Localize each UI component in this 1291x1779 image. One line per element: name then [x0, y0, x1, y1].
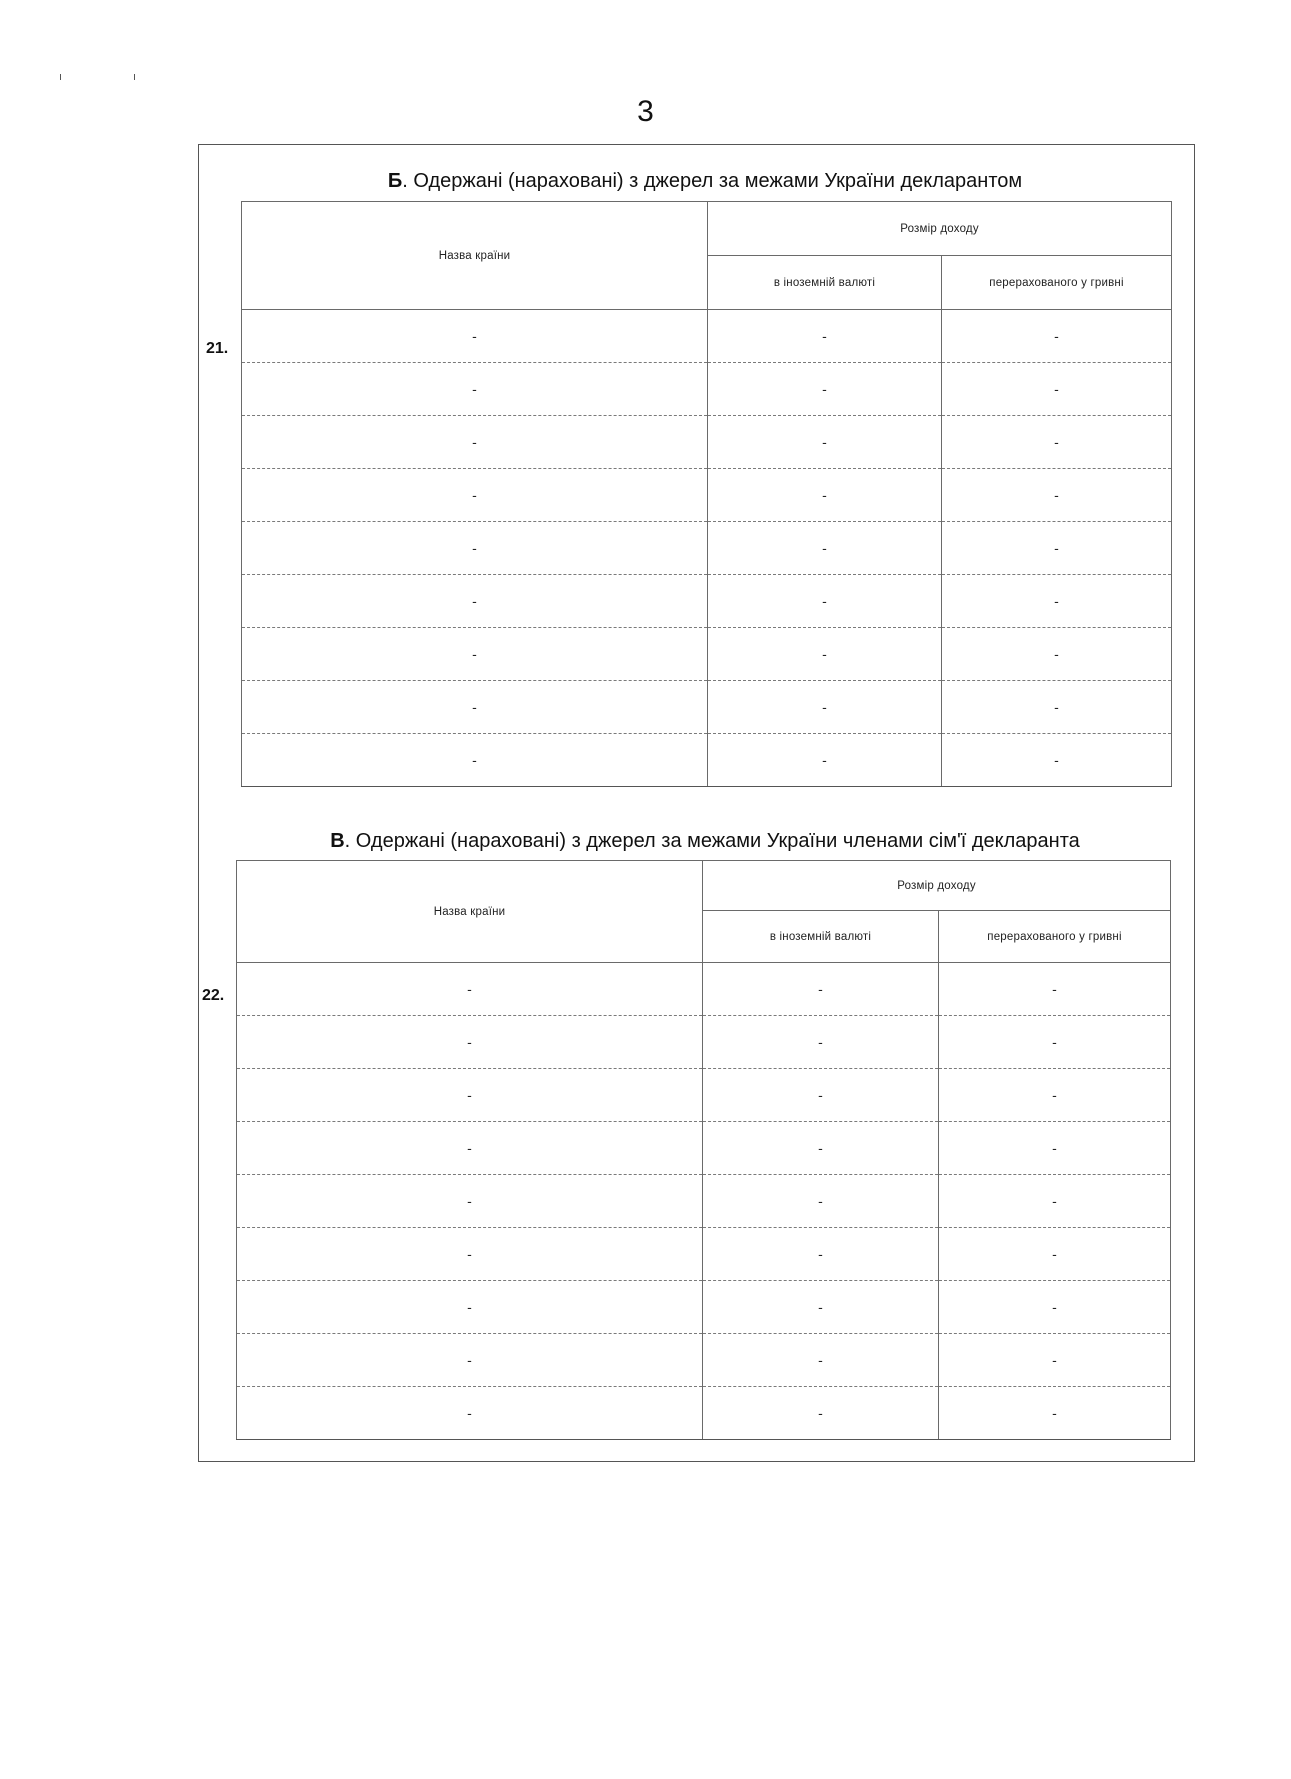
- cell-country: -: [237, 1175, 703, 1228]
- cell-uah: -: [939, 1334, 1171, 1387]
- section-b-title: [240, 170, 1170, 193]
- cell-foreign-currency: -: [708, 363, 942, 416]
- cell-foreign-currency: -: [708, 522, 942, 575]
- cell-foreign-currency: -: [703, 1228, 939, 1281]
- cell-uah: -: [939, 1281, 1171, 1334]
- table-row: [237, 963, 1171, 1016]
- cell-foreign-currency: -: [708, 416, 942, 469]
- table-row: [242, 522, 1172, 575]
- header-uah: перерахованого у гривні: [939, 911, 1171, 963]
- cell-foreign-currency: -: [703, 1016, 939, 1069]
- table-row: [237, 1281, 1171, 1334]
- cell-country: -: [242, 734, 708, 787]
- table-row: [242, 416, 1172, 469]
- cell-country: -: [242, 416, 708, 469]
- cell-country: -: [237, 1069, 703, 1122]
- cell-uah: -: [939, 1069, 1171, 1122]
- cell-country: -: [242, 575, 708, 628]
- table-row: [242, 628, 1172, 681]
- cell-uah: -: [942, 628, 1172, 681]
- cell-country: -: [242, 522, 708, 575]
- cell-country: -: [242, 628, 708, 681]
- section-b-table: [241, 201, 1172, 787]
- cell-country: -: [242, 363, 708, 416]
- cell-foreign-currency: -: [703, 1334, 939, 1387]
- header-foreign-currency: в іноземній валюті: [708, 256, 942, 310]
- cell-foreign-currency: -: [703, 1387, 939, 1440]
- cell-foreign-currency: -: [708, 681, 942, 734]
- table-row: [242, 575, 1172, 628]
- cell-foreign-currency: -: [703, 1069, 939, 1122]
- cell-foreign-currency: -: [708, 734, 942, 787]
- cell-uah: -: [942, 734, 1172, 787]
- table-row: [237, 1387, 1171, 1440]
- page-number: 3: [637, 95, 654, 128]
- cell-foreign-currency: -: [708, 628, 942, 681]
- cell-uah: -: [942, 681, 1172, 734]
- table-row: [242, 681, 1172, 734]
- cell-country: -: [242, 469, 708, 522]
- section-v-title-text: . Одержані (нараховані) з джерел за межами України членами сім'ї декларанта: [344, 830, 1080, 852]
- cell-uah: -: [942, 522, 1172, 575]
- cell-country: -: [242, 310, 708, 363]
- table-row: [242, 363, 1172, 416]
- cell-foreign-currency: -: [703, 1122, 939, 1175]
- table-row: [237, 1122, 1171, 1175]
- cell-country: -: [237, 1016, 703, 1069]
- table-row: [242, 469, 1172, 522]
- cell-uah: -: [939, 1387, 1171, 1440]
- section-v-table: [236, 860, 1171, 1440]
- header-country: Назва країни: [242, 202, 708, 310]
- cell-country: -: [242, 681, 708, 734]
- cell-uah: -: [942, 575, 1172, 628]
- section-v-row-number: 22.: [202, 987, 225, 1004]
- cell-uah: -: [942, 469, 1172, 522]
- header-country: Назва країни: [237, 861, 703, 963]
- cell-country: -: [237, 1122, 703, 1175]
- cell-country: -: [237, 963, 703, 1016]
- cell-uah: -: [939, 1228, 1171, 1281]
- header-income-size: Розмір доходу: [708, 202, 1172, 256]
- cell-country: -: [237, 1334, 703, 1387]
- cell-uah: -: [942, 363, 1172, 416]
- cell-uah: -: [942, 416, 1172, 469]
- cell-country: -: [237, 1228, 703, 1281]
- header-income-size: Розмір доходу: [703, 861, 1171, 911]
- cell-foreign-currency: -: [703, 1175, 939, 1228]
- table-row: [237, 1334, 1171, 1387]
- table-row: [242, 734, 1172, 787]
- table-row: [237, 1175, 1171, 1228]
- table-row: [237, 1069, 1171, 1122]
- cell-uah: -: [939, 1175, 1171, 1228]
- header-uah: перерахованого у гривні: [942, 256, 1172, 310]
- header-foreign-currency: в іноземній валюті: [703, 911, 939, 963]
- cell-foreign-currency: -: [708, 469, 942, 522]
- table-row: [237, 1228, 1171, 1281]
- section-b-title-text: . Одержані (нараховані) з джерел за межами України декларантом: [402, 170, 1023, 192]
- cell-uah: -: [939, 1016, 1171, 1069]
- cell-foreign-currency: -: [708, 575, 942, 628]
- table-row: [242, 310, 1172, 363]
- cell-foreign-currency: -: [703, 1281, 939, 1334]
- cell-uah: -: [939, 963, 1171, 1016]
- section-v-title: [240, 830, 1170, 853]
- cell-uah: -: [939, 1122, 1171, 1175]
- cell-foreign-currency: -: [703, 963, 939, 1016]
- cell-uah: -: [942, 310, 1172, 363]
- cell-country: -: [237, 1387, 703, 1440]
- cell-country: -: [237, 1281, 703, 1334]
- scan-mark: [134, 74, 135, 80]
- table-row: [237, 1016, 1171, 1069]
- scan-mark: [60, 74, 61, 80]
- section-b-letter: Б: [387, 170, 403, 192]
- cell-foreign-currency: -: [708, 310, 942, 363]
- section-b-row-number: 21.: [206, 340, 229, 357]
- section-v-letter: В: [330, 830, 345, 852]
